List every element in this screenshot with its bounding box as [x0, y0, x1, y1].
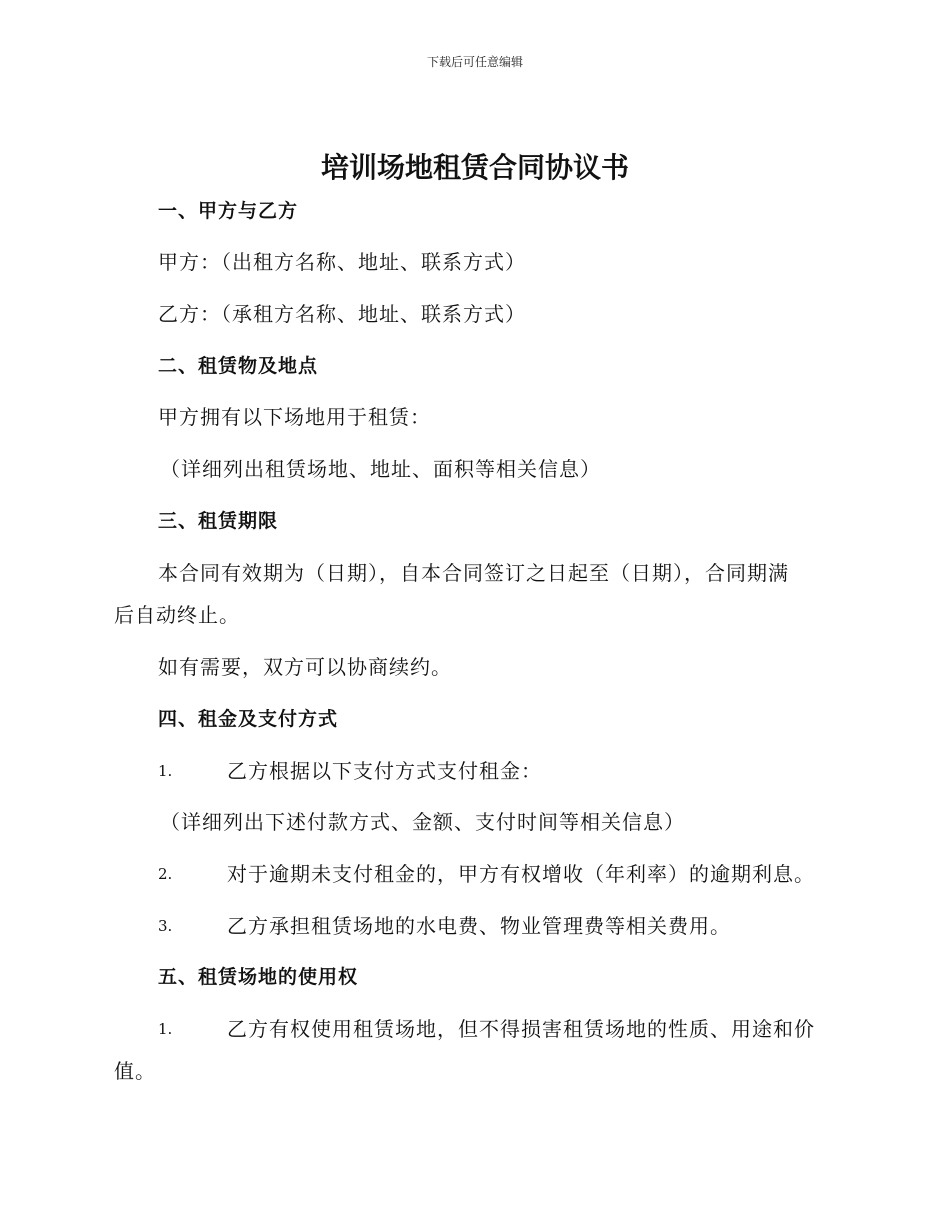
section-2-intro: 甲方拥有以下场地用于租赁：: [158, 405, 431, 429]
list-item-text: 对于逾期未支付租金的，甲方有权增收（年利率）的逾期利息。: [227, 862, 815, 886]
section-4-heading: 四、租金及支付方式: [158, 708, 339, 730]
section-3-para1-line2: 后自动终止。: [114, 603, 240, 627]
section-4-detail: （详细列出下述付款方式、金额、支付时间等相关信息）: [160, 810, 685, 834]
section-5-heading: 五、租赁场地的使用权: [158, 966, 359, 988]
list-item-number: 2.: [158, 865, 173, 883]
section-3-para2: 如有需要，双方可以协商续约。: [158, 655, 452, 679]
party-a-line: 甲方：（出租方名称、地址、联系方式）: [158, 250, 526, 274]
list-item-text: 乙方承担租赁场地的水电费、物业管理费等相关费用。: [227, 914, 731, 938]
list-item-number: 1.: [158, 762, 173, 780]
section-3-heading: 三、租赁期限: [158, 510, 279, 532]
header-note: 下载后可任意编辑: [426, 55, 523, 69]
list-item-number: 3.: [158, 917, 173, 935]
list-item-number: 1.: [158, 1020, 173, 1038]
document-title: 培训场地租赁合同协议书: [320, 151, 629, 184]
section-2-detail: （详细列出租赁场地、地址、面积等相关信息）: [160, 457, 601, 481]
party-b-line: 乙方：（承租方名称、地址、联系方式）: [158, 302, 526, 326]
section-3-para1-line1: 本合同有效期为（日期），自本合同签订之日起至（日期），合同期满: [158, 561, 789, 585]
section-1-heading: 一、甲方与乙方: [158, 200, 299, 222]
list-item-text-continued: 值。: [114, 1059, 156, 1083]
list-item-text: 乙方根据以下支付方式支付租金：: [227, 759, 542, 783]
section-2-heading: 二、租赁物及地点: [158, 355, 319, 377]
list-item-text: 乙方有权使用租赁场地，但不得损害租赁场地的性质、用途和价: [227, 1017, 815, 1041]
